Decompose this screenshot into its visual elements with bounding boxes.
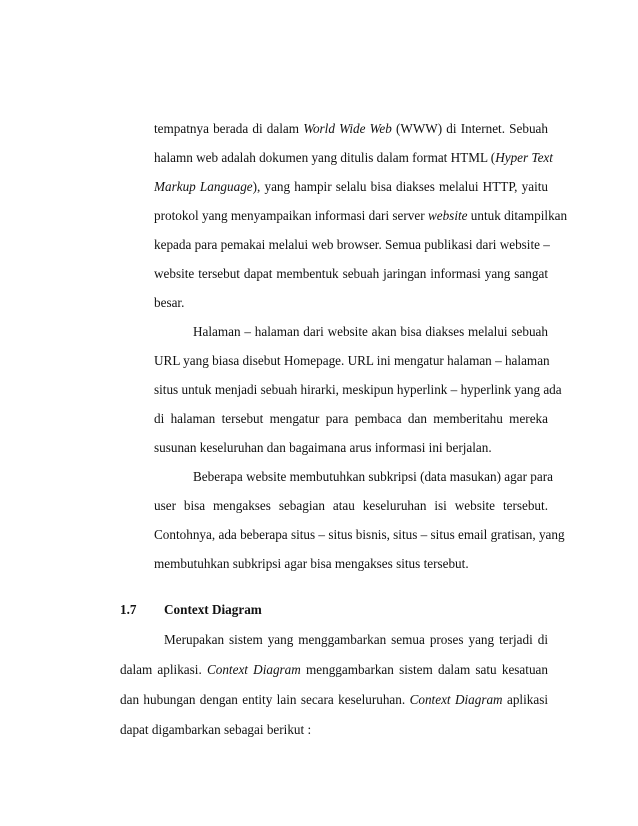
italic-term: Markup Language <box>154 179 253 194</box>
paragraph-2-line-1: Halaman – halaman dari website akan bisa diakses melalui sebuah <box>193 324 548 339</box>
paragraph-2-line-2: URL yang biasa disebut Homepage. URL ini mengatur halaman – halaman <box>154 353 550 368</box>
paragraph-4-line-1: Merupakan sistem yang menggambarkan semua proses yang terjadi di <box>164 632 548 647</box>
italic-term: Context Diagram <box>409 692 503 707</box>
italic-term: Context Diagram <box>206 662 301 677</box>
paragraph-2-line-5: susunan keseluruhan dan bagaimana arus informasi ini berjalan. <box>154 440 492 455</box>
section-title: Context Diagram <box>164 602 262 617</box>
paragraph-3-line-2: user bisa mengakses sebagian atau keseluruhan isi website tersebut. <box>154 498 548 513</box>
paragraph-2-line-3: situs untuk menjadi sebuah hirarki, meskipun hyperlink – hyperlink yang ada <box>154 382 562 397</box>
paragraph-1-line-5: kepada para pemakai melalui web browser. Semua publikasi dari website – <box>154 237 550 252</box>
italic-term: Hyper Text <box>495 150 553 165</box>
paragraph-2-line-4: di halaman tersebut mengatur para pembaca dan memberitahu mereka <box>154 411 548 426</box>
section-number: 1.7 <box>120 602 137 617</box>
paragraph-3-line-1: Beberapa website membutuhkan subkripsi (data masukan) agar para <box>193 469 553 484</box>
paragraph-3-line-4: membutuhkan subkripsi agar bisa mengakses situs tersebut. <box>154 556 469 571</box>
paragraph-3-line-3: Contohnya, ada beberapa situs – situs bisnis, situs – situs email gratisan, yang <box>154 527 565 542</box>
section-heading <box>120 602 262 618</box>
paragraph-1-line-6: website tersebut dapat membentuk sebuah jaringan informasi yang sangat <box>154 266 548 281</box>
paragraph-1-line-1: tempatnya berada di dalam World Wide Web (WWW) di Internet. Sebuah <box>154 121 548 136</box>
paragraph-1-line-7: besar. <box>154 295 185 310</box>
paragraph-1-line-4: protokol yang menyampaikan informasi dari server website untuk ditampilkan <box>154 208 568 223</box>
paragraph-4-line-3: dan hubungan dengan entity lain secara keseluruhan. Context Diagram aplikasi <box>120 692 548 707</box>
paragraph-1-line-3: Markup Language), yang hampir selalu bisa diakses melalui HTTP, yaitu <box>154 179 548 194</box>
paragraph-4-line-2: dalam aplikasi. Context Diagram menggambarkan sistem dalam satu kesatuan <box>120 662 548 677</box>
paragraph-4-line-4: dapat digambarkan sebagai berikut : <box>120 722 312 737</box>
italic-term: World Wide Web <box>303 121 392 136</box>
paragraph-1-line-2: halamn web adalah dokumen yang ditulis dalam format HTML (Hyper Text <box>154 150 553 165</box>
italic-term: website <box>427 208 468 223</box>
